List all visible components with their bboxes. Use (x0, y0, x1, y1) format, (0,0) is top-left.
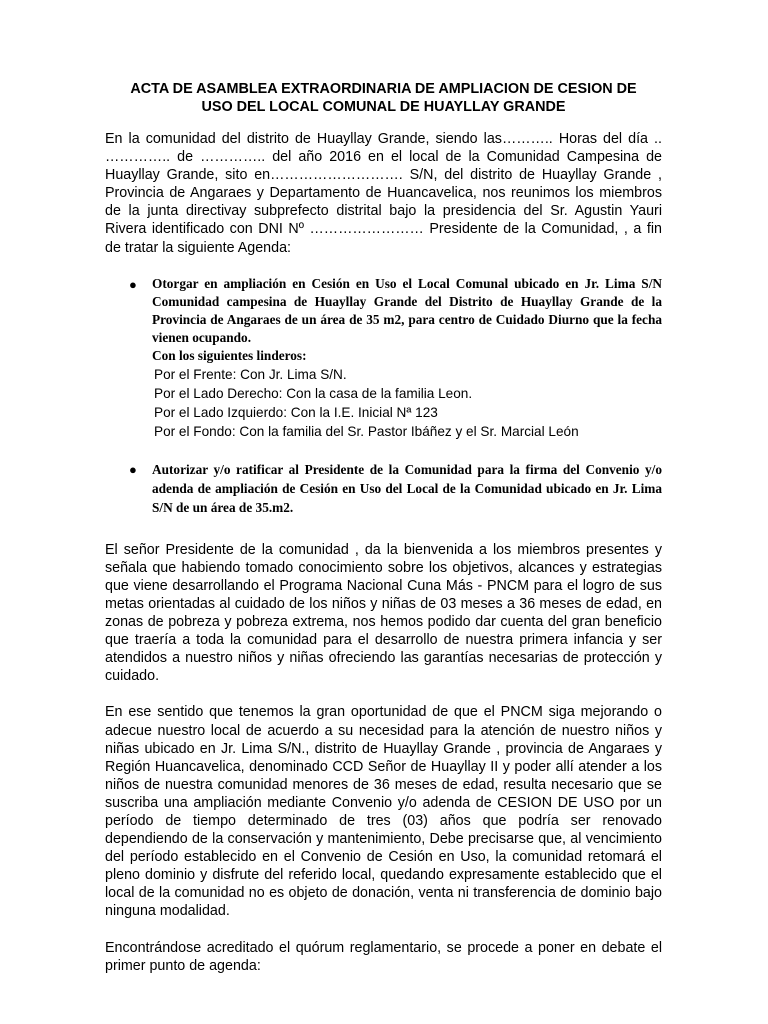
lindero-frente: Por el Frente: Con Jr. Lima S/N. (154, 366, 347, 382)
agenda-item-2-text: Autorizar y/o ratificar al Presidente de la Comunidad para la firma del Convenio y/o adenda de ampliación de Cesión en Uso del Local de la Comunidad ubicado en Jr. Lima S/N de un área de 35.m2. (152, 461, 662, 515)
linderos-header: Con los siguientes linderos: (152, 347, 307, 363)
paragraph-3: En ese sentido que tenemos la gran oportunidad de que el PNCM siga mejorando o adecue nuestro local de acuerdo a su necesidad para la atención de nuestro niños y niñas ubicado en Jr. Lima S/N., distrito de Huayllay Grande , provincia de Angaraes y Región Huancavelica, denominado CCD Señor de Huayllay II y poder allí atender a los niños de nuestra comunidad menores de 36 meses de edad, resulta necesario que se suscriba una ampliación mediante Convenio y/o adenda de CESION DE USO por un período de tiempo determinado de tres (03) años que podría ser renovado dependiendo de la conservación y mantenimiento, Debe precisarse que, al vencimiento del período establecido en el Convenio de Cesión en Uso, la comunidad retomará el pleno dominio y disfrute del referido local, quedando expresamente establecido que el local de la comunidad no es objeto de donación, venta ni transferencia de dominio bajo ninguna modalidad. (105, 704, 662, 920)
agenda-item-1 (105, 275, 662, 441)
paragraph-4: Encontrándose acreditado el quórum reglamentario, se procede a poner en debate el primer punto de agenda: (105, 939, 662, 974)
agenda-item-1-text: Otorgar en ampliación en Cesión en Uso el Local Comunal ubicado en Jr. Lima S/N Comunidad campesina de Huayllay Grande del Distrito de Huayllay Grande de la Provincia de Angaraes de un área de 35 m2, para centro de Cuidado Diurno que la fecha vienen ocupando. (152, 275, 662, 345)
paragraph-2: El señor Presidente de la comunidad , da la bienvenida a los miembros presentes y señala que habiendo tomado conocimiento sobre los objetivos, alcances y estrategias que viene desarrollando el Programa Nacional Cuna Más - PNCM para el logro de sus metas orientadas al cuidado de los niños y niñas de 03 meses a 36 meses de edad, en zonas de pobreza y pobreza extrema, nos hemos podido dar cuenta del gran beneficio que traería a toda la comunidad para el desarrollo de nuestra primera infancia y ser atendidos a nuestro niños y niñas ofreciendo las garantías necesarias de protección y cuidado. (105, 541, 662, 685)
document-title (105, 80, 662, 116)
agenda-item-2 (105, 460, 662, 517)
intro-paragraph: En la comunidad del distrito de Huayllay Grande, siendo las……….. Horas del día .. ………….. de ………….. del año 2016 en el local de la Comunidad Campesina de Huayllay Grande, sito en………………………. S/N, del distrito de Huayllay Grande , Provincia de Angaraes y Departamento de Huancavelica, nos reunimos los miembros de la junta directivay subprefecto distrital bajo la presidencia del Sr. Agustin Yauri Rivera identificado con DNI Nº …………………… Presidente de la Comunidad, , a fin de tratar la siguiente Agenda: (105, 131, 662, 256)
title-line-2: USO DEL LOCAL COMUNAL DE HUAYLLAY GRANDE (201, 99, 566, 115)
agenda-list (105, 275, 662, 517)
lindero-fondo: Por el Fondo: Con la familia del Sr. Pastor Ibáñez y el Sr. Marcial León (154, 423, 579, 439)
bullet-icon: ● (129, 461, 137, 477)
bullet-icon: ● (129, 276, 137, 292)
lindero-derecho: Por el Lado Derecho: Con la casa de la familia Leon. (154, 385, 473, 401)
lindero-izquierdo: Por el Lado Izquierdo: Con la I.E. Inicial Nª 123 (154, 404, 438, 420)
document-page (105, 80, 662, 975)
title-line-1: ACTA DE ASAMBLEA EXTRAORDINARIA DE AMPLIACION DE CESION DE (130, 81, 637, 97)
